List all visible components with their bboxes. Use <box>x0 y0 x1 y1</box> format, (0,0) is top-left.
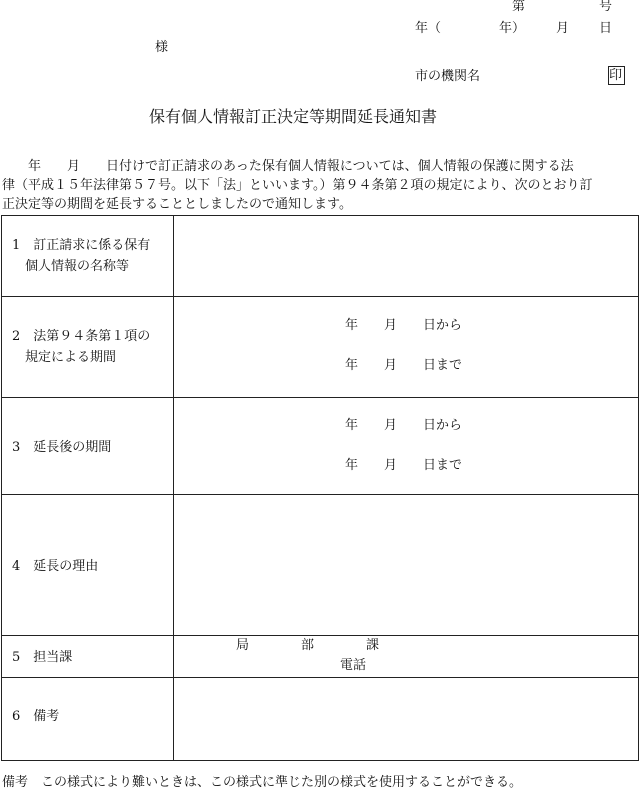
row-5-dept: 局 部 課 <box>236 638 380 653</box>
row-3-to: 年 月 日まで <box>345 458 463 473</box>
row-1-value <box>174 216 638 296</box>
row-3-label: 3 延長後の期間 <box>12 440 112 455</box>
date-year-close: 年） <box>499 21 526 36</box>
row-6-value <box>174 678 638 760</box>
row-2-from: 年 月 日から <box>345 318 463 333</box>
intro-paragraph <box>2 157 638 214</box>
row-1-label: 1 訂正請求に係る保有 個人情報の名称等 <box>12 238 151 274</box>
seal-text: 印 <box>609 68 623 83</box>
agency-name-label: 市の機関名 <box>415 69 481 84</box>
date-day: 日 <box>599 21 613 36</box>
intro-line-2: 律（平成１５年法律第５７号。以下「法」といいます。）第９４条第２項の規定により、次のとおり訂 <box>2 178 593 193</box>
date-month: 月 <box>556 21 570 36</box>
row-4-value <box>174 495 638 635</box>
row-3-from: 年 月 日から <box>345 418 463 433</box>
row-4-label: 4 延長の理由 <box>12 559 99 574</box>
row-2-label: 2 法第９４条第１項の 規定による期間 <box>12 329 151 365</box>
footnote: 備考 この様式により難いときは、この様式に準じた別の様式を使用することができる。 <box>2 775 523 790</box>
number-dai: 第 <box>512 0 526 14</box>
intro-line-1: 年 月 日付けで訂正請求のあった保有個人情報については、個人情報の保護に関する法 <box>2 159 574 174</box>
intro-line-3: 正決定等の期間を延長することとしましたので通知します。 <box>2 197 352 212</box>
date-year-open: 年（ <box>415 21 442 36</box>
row-5-tel: 電話 <box>340 658 367 673</box>
row-5-label: 5 担当課 <box>12 650 73 665</box>
document-title: 保有個人情報訂正決定等期間延長通知書 <box>149 107 438 126</box>
row-2-to: 年 月 日まで <box>345 358 463 373</box>
number-go: 号 <box>599 0 613 14</box>
row-6-label: 6 備考 <box>12 709 60 724</box>
addressee-sama: 様 <box>155 40 169 55</box>
